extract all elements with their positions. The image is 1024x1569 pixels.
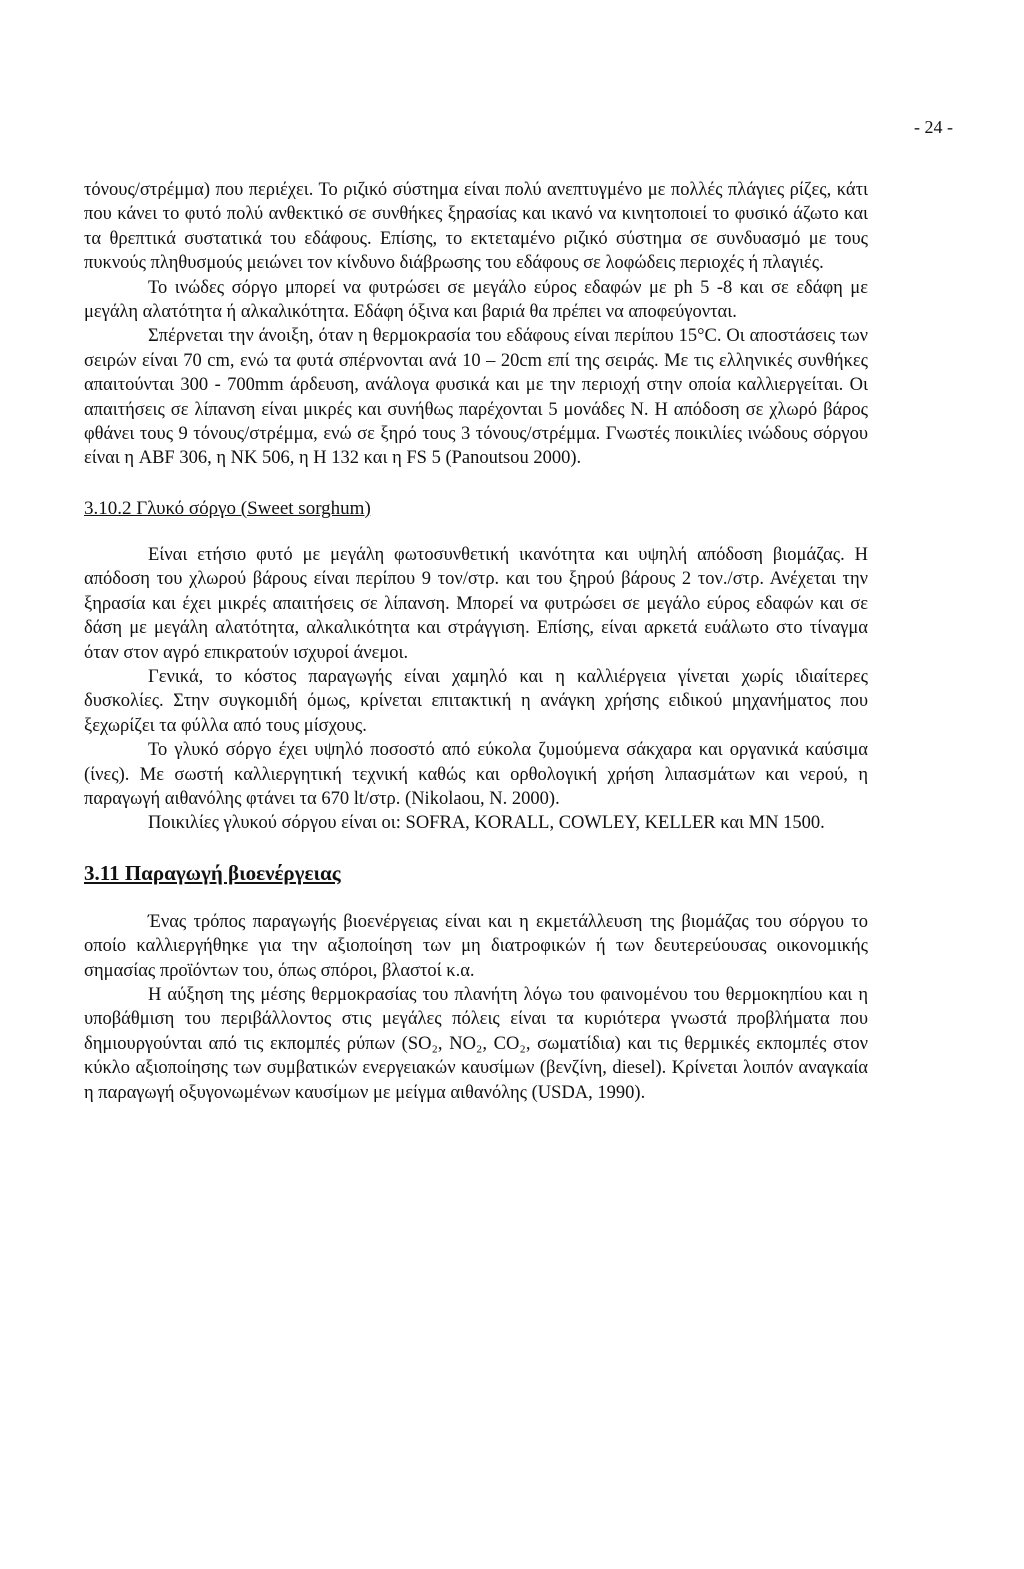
paragraph: Η αύξηση της μέσης θερμοκρασίας του πλανήτη λόγω του φαινομένου του θερμοκηπίου και η υποβάθμιση του περιβάλλοντος στις μεγάλες πόλεις είναι τα κυριότερα γνωστά προβλήματα που δημιουργούνται από τις εκπομπές ρύπων (SO₂, NO₂, CO₂, σωματίδια) και τις θερμικές εκπομπές στον κύκλο αξιοποίησης των συμβατικών ενεργειακών καυσίμων (βενζίνη, diesel). Κρίνεται λοιπόν αναγκαία η παραγωγή οξυγονωμένων καυσίμων με μείγμα αιθανόλης (USDA, 1990). [84, 984, 868, 1103]
section-heading: 3.11 Παραγωγή βιοενέργειας [84, 860, 341, 885]
section-heading: 3.10.2 Γλυκό σόργο (Sweet sorghum) [84, 497, 371, 519]
paragraph: τόνους/στρέμμα) που περιέχει. Το ριζικό σύστημα είναι πολύ ανεπτυγμένο με πολλές πλάγιες ρίζες, κάτι που κάνει το φυτό πολύ ανθεκτικό σε συνθήκες ξηρασίας και ικανό να κινητοποιεί το φυσικό άζωτο και τα θρεπτικά συστατικά του εδάφους. Επίσης, το εκτεταμένο ριζικό σύστημα σε συνδυασμό με τους πυκνούς πληθυσμούς μειώνει τον κίνδυνο διάβρωσης του εδάφους σε λοφώδεις περιοχές ή πλαγιές. [84, 180, 868, 274]
paragraph: Είναι ετήσιο φυτό με μεγάλη φωτοσυνθετική ικανότητα και υψηλή απόδοση βιομάζας. Η απόδοση του χλωρού βάρους είναι περίπου 9 τον/στρ. και του ξηρού βάρους 2 τον./στρ. Ανέχεται την ξηρασία και έχει μικρές απαιτήσεις σε λίπανση. Μπορεί να φυτρώσει σε μεγάλο εύρος εδαφών και σε δάση με μεγάλη αλατότητα, αλκαλικότητα και στράγγιση. Επίσης, είναι αρκετά ευάλωτο στο τίναγμα όταν στον αγρό επικρατούν ισχυροί άνεμοι. [84, 544, 868, 663]
paragraph: Το γλυκό σόργο έχει υψηλό ποσοστό από εύκολα ζυμούμενα σάκχαρα και οργανικά καύσιμα (ίνες). Με σωστή καλλιεργητική τεχνική καθώς και ορθολογική χρήση λιπασμάτων και νερού, η παραγωγή αιθανόλης φτάνει τα 670 lt/στρ. (Nikolaou, N. 2000). [84, 740, 868, 809]
page-number: - 24 - [914, 117, 953, 137]
page-content [84, 178, 868, 1105]
paragraph: Σπέρνεται την άνοιξη, όταν η θερμοκρασία του εδάφους είναι περίπου 15°C. Οι αποστάσεις των σειρών είναι 70 cm, ενώ τα φυτά σπέρνονται ανά 10 – 20cm επί της σειράς. Με τις ελληνικές συνθήκες απαιτούνται 300 - 700mm άρδευση, ανάλογα φυσικά και με την περιοχή στην οποία καλλιεργείται. Οι απαιτήσεις σε λίπανση είναι μικρές και συνήθως παρέχονται 5 μονάδες Ν. Η απόδοση σε χλωρό βάρος φθάνει τους 9 τόνους/στρέμμα, ενώ σε ξηρό τους 3 τόνους/στρέμμα. Γνωστές ποικιλίες ινώδους σόργου είναι η ABF 306, η NK 506, η H 132 και η FS 5 (Panoutsou 2000). [84, 326, 868, 469]
paragraph: Ένας τρόπος παραγωγής βιοενέργειας είναι και η εκμετάλλευση της βιομάζας του σόργου το οποίο καλλιεργήθηκε για την αξιοποίηση των μη διατροφικών ή των δευτερεύουσας οικονομικής σημασίας προϊόντων του, όπως σπόροι, βλαστοί κ.α. [84, 911, 868, 981]
paragraph: Το ινώδες σόργο μπορεί να φυτρώσει σε μεγάλο εύρος εδαφών με ph 5 -8 και σε εδάφη με μεγάλη αλατότητα ή αλκαλικότητα. Εδάφη όξινα και βαριά θα πρέπει να αποφεύγονται. [84, 277, 868, 323]
paragraph: Γενικά, το κόστος παραγωγής είναι χαμηλό και η καλλιέργεια γίνεται χωρίς ιδιαίτερες δυσκολίες. Στην συγκομιδή όμως, κρίνεται επιτακτική η ανάγκη χρήσης ειδικού μηχανήματος που ξεχωρίζει τα φύλλα από τους μίσχους. [84, 666, 868, 736]
paragraph: Ποικιλίες γλυκού σόργου είναι οι: SOFRA, KORALL, COWLEY, KELLER και MN 1500. [148, 813, 825, 834]
